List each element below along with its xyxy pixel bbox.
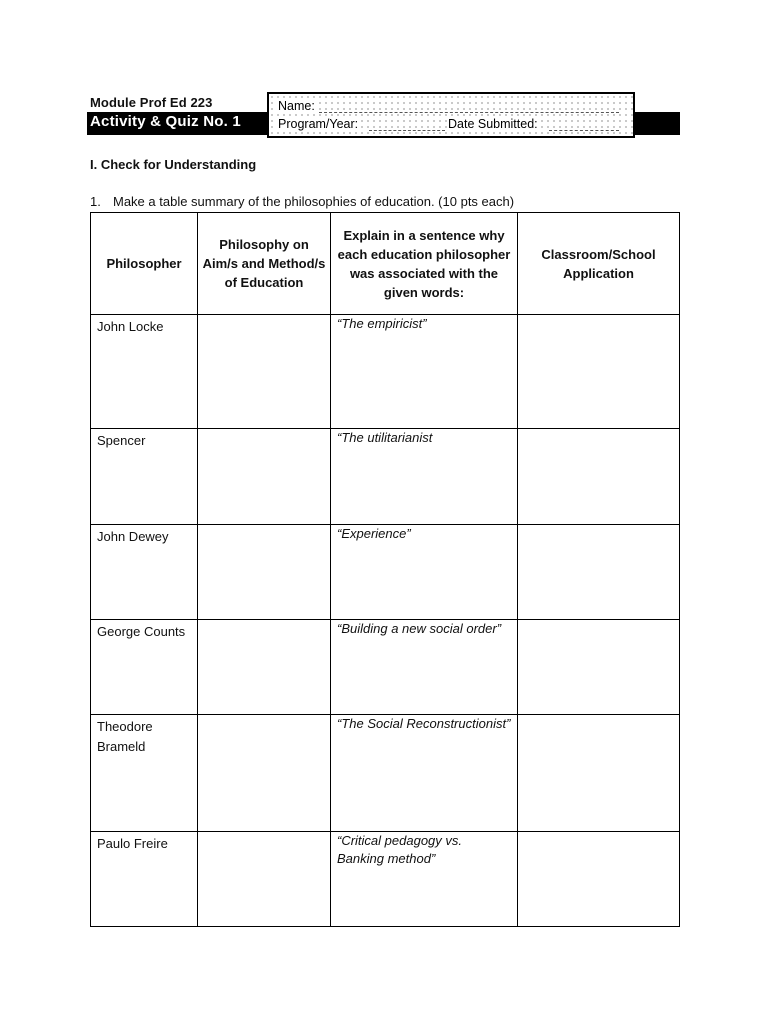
philosophy-answer-cell[interactable] bbox=[198, 620, 331, 715]
explanation-keyword-cell[interactable]: “The utilitarianist bbox=[331, 429, 518, 525]
table-row bbox=[91, 315, 680, 429]
philosopher-cell: Theodore Brameld bbox=[91, 715, 198, 832]
explanation-keyword-cell[interactable]: “Building a new social order” bbox=[331, 620, 518, 715]
application-answer-cell[interactable] bbox=[518, 429, 680, 525]
student-info-box bbox=[267, 92, 635, 138]
table-row bbox=[91, 620, 680, 715]
explanation-keyword-cell[interactable]: “Experience” bbox=[331, 525, 518, 620]
instruction-text: Make a table summary of the philosophies of education. (10 pts each) bbox=[113, 194, 515, 209]
item-number: 1. bbox=[90, 194, 101, 209]
table-row bbox=[91, 832, 680, 927]
program-year-label: Program/Year: bbox=[278, 117, 359, 131]
table-row bbox=[91, 715, 680, 832]
philosophies-table bbox=[90, 212, 680, 927]
program-year-field[interactable] bbox=[369, 118, 445, 131]
philosopher-cell: Spencer bbox=[91, 429, 198, 525]
application-answer-cell[interactable] bbox=[518, 832, 680, 927]
name-field[interactable] bbox=[319, 100, 619, 113]
philosophy-answer-cell[interactable] bbox=[198, 315, 331, 429]
date-submitted-label: Date Submitted: bbox=[448, 117, 538, 131]
explanation-keyword-cell[interactable]: “Critical pedagogy vs. Banking method” bbox=[331, 832, 518, 927]
philosophy-answer-cell[interactable] bbox=[198, 832, 331, 927]
application-answer-cell[interactable] bbox=[518, 525, 680, 620]
explanation-keyword-cell[interactable]: “The empiricist” bbox=[331, 315, 518, 429]
application-answer-cell[interactable] bbox=[518, 620, 680, 715]
section-heading: I. Check for Understanding bbox=[90, 157, 257, 172]
column-header-explanation: Explain in a sentence why each education philosopher was associated with the given words: bbox=[331, 213, 518, 315]
activity-title: Activity & Quiz No. 1 bbox=[90, 113, 241, 130]
column-header-application: Classroom/School Application bbox=[518, 213, 680, 315]
table-row bbox=[91, 429, 680, 525]
column-header-philosophy: Philosophy on Aim/s and Method/s of Education bbox=[198, 213, 331, 315]
philosophy-answer-cell[interactable] bbox=[198, 525, 331, 620]
philosophy-answer-cell[interactable] bbox=[198, 429, 331, 525]
table-row bbox=[91, 525, 680, 620]
philosopher-cell: George Counts bbox=[91, 620, 198, 715]
table-header-row bbox=[91, 213, 680, 315]
philosophy-answer-cell[interactable] bbox=[198, 715, 331, 832]
application-answer-cell[interactable] bbox=[518, 715, 680, 832]
date-submitted-field[interactable] bbox=[549, 118, 619, 131]
application-answer-cell[interactable] bbox=[518, 315, 680, 429]
philosopher-cell: Paulo Freire bbox=[91, 832, 198, 927]
column-header-philosopher: Philosopher bbox=[91, 213, 198, 315]
module-title: Module Prof Ed 223 bbox=[90, 95, 213, 110]
name-label: Name: bbox=[278, 99, 315, 113]
instruction bbox=[90, 194, 514, 209]
explanation-keyword-cell[interactable]: “The Social Reconstructionist” bbox=[331, 715, 518, 832]
philosopher-cell: John Dewey bbox=[91, 525, 198, 620]
philosopher-cell: John Locke bbox=[91, 315, 198, 429]
